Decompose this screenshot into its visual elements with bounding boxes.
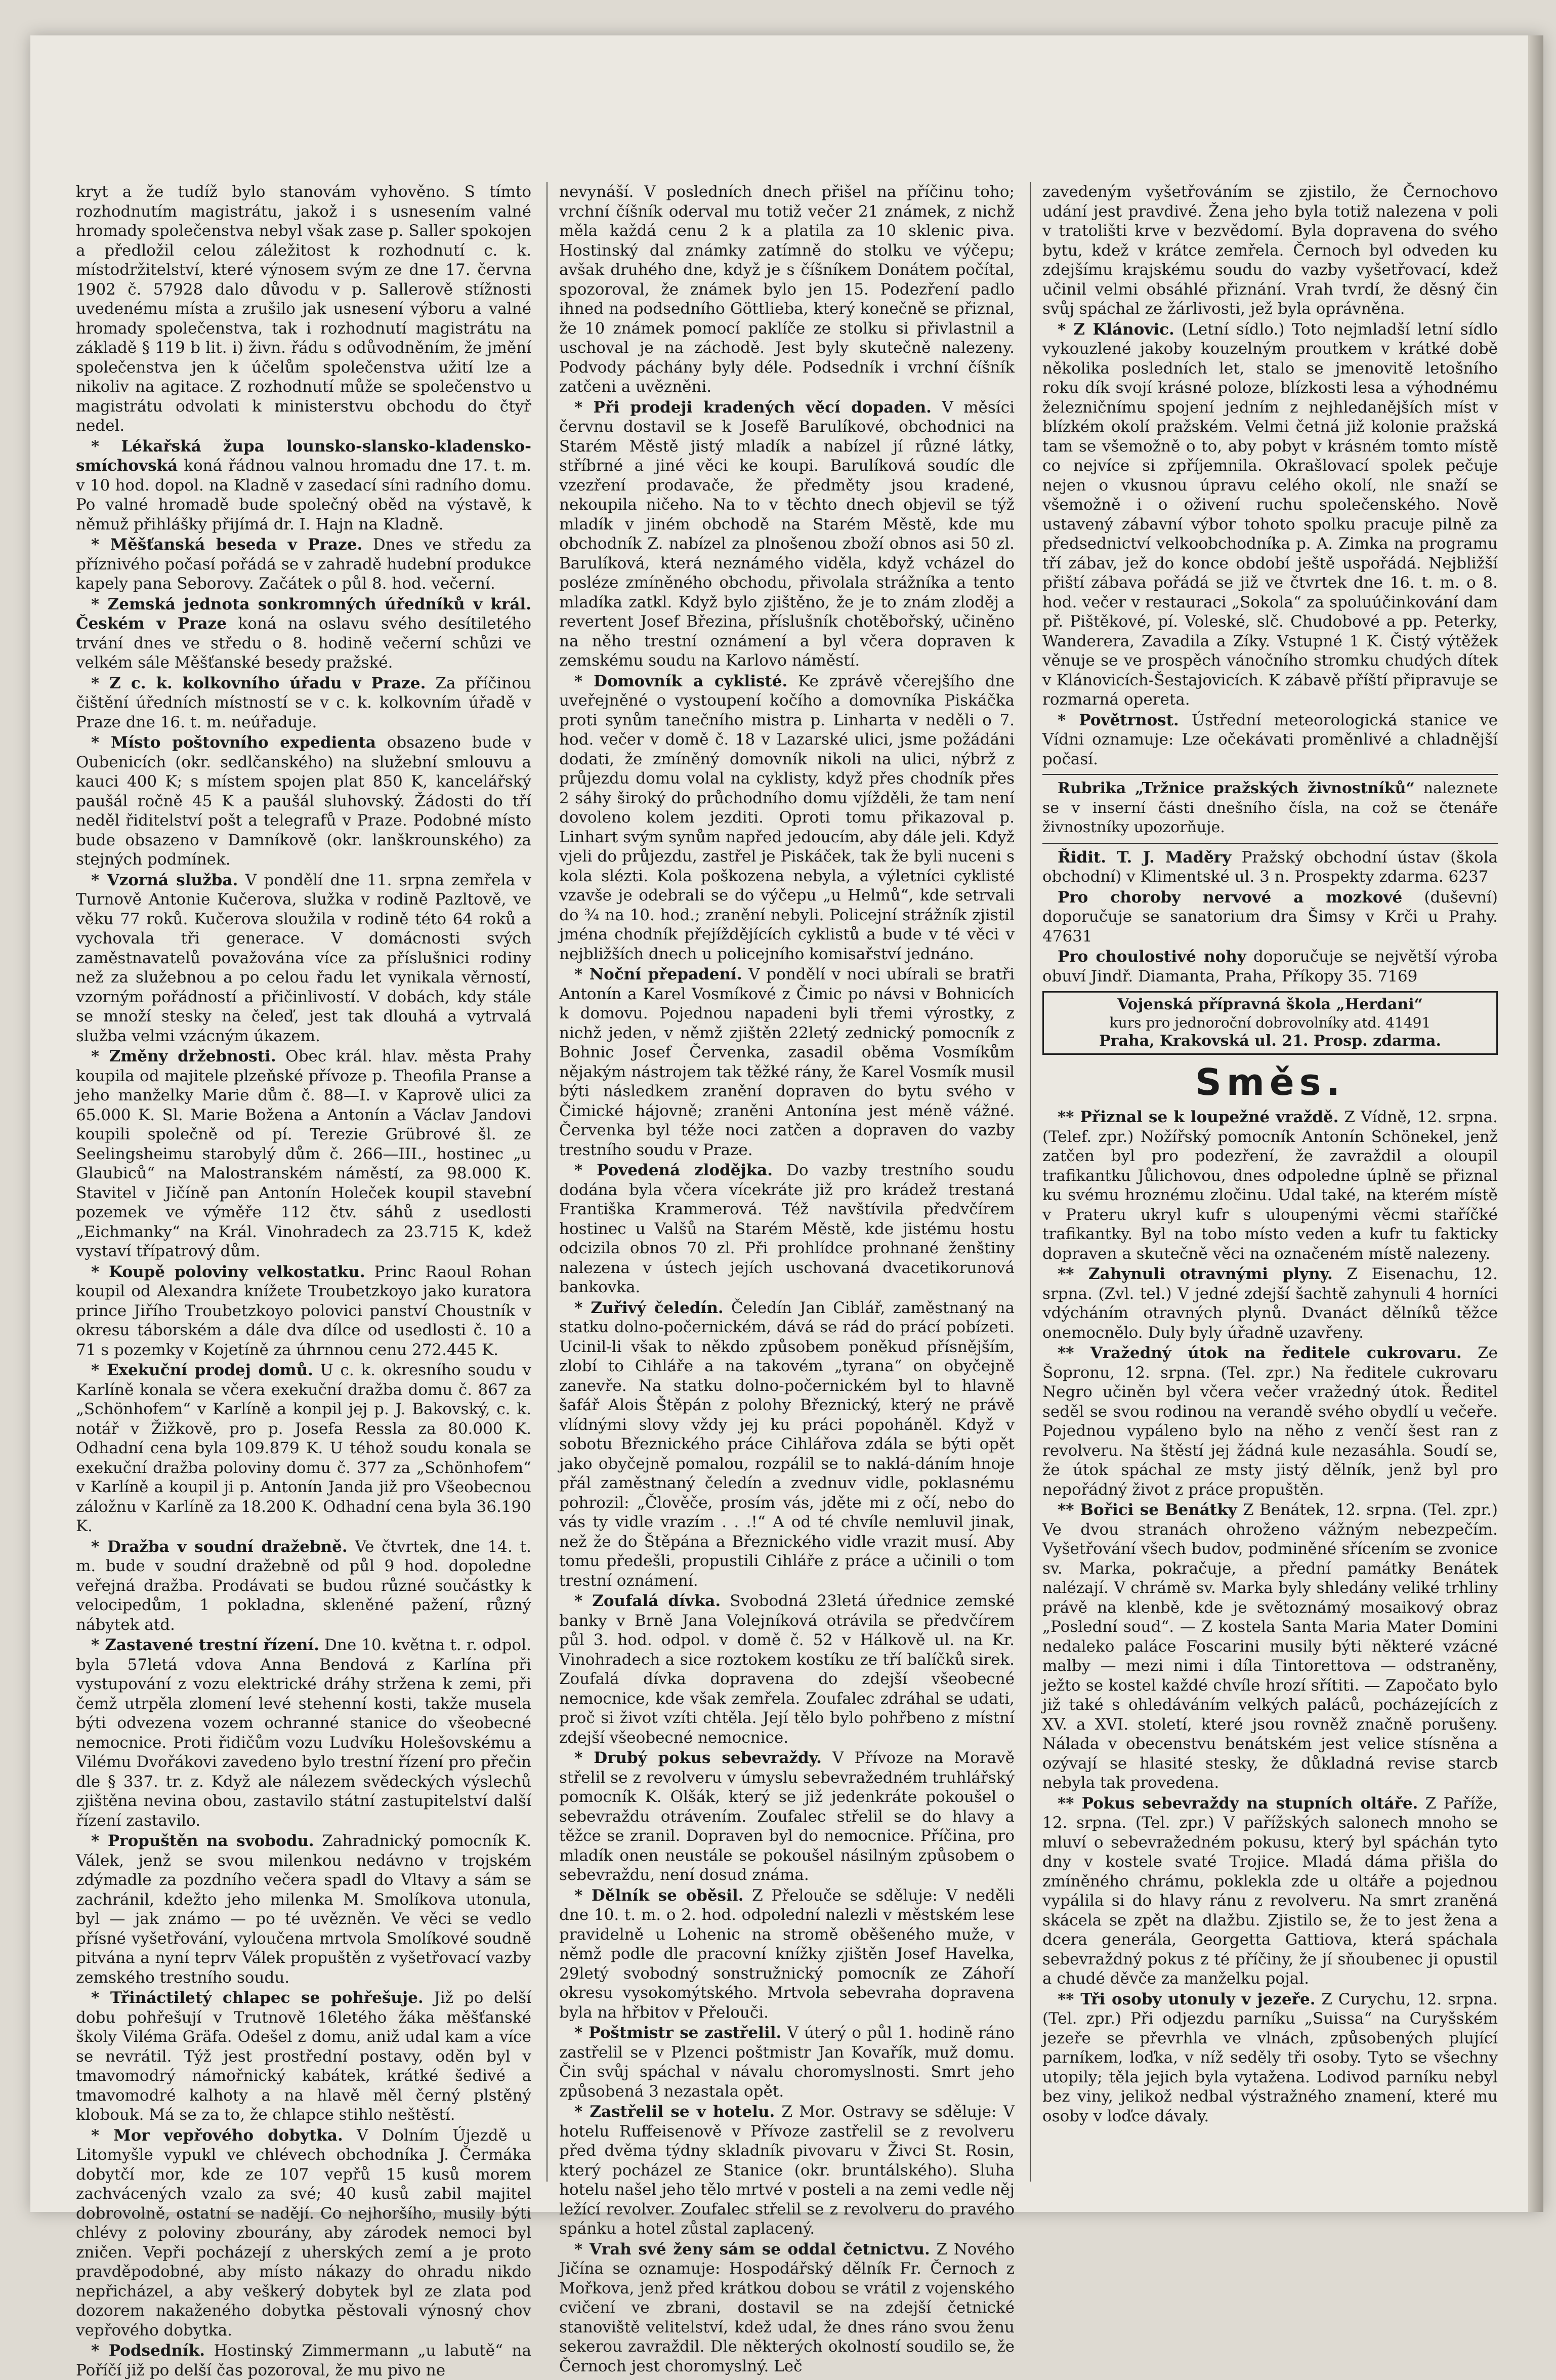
article-paragraph [1042, 182, 1498, 319]
article-text: Dnes ve středu za příznivého počasí pořádá se v zahradě hudební produkce kapely pana Seborovy. Začátek o půl 8. hod. večerní. [76, 536, 531, 593]
article-heading: * Lékařská župa lounsko-slansko-kladensko-smíchovská [76, 437, 531, 475]
article-text: U c. k. okresního soudu v Karlíně konala se včera exekuční dražba domu č. 867 za „Schönhofem“ v Karlíně a konpil jej p. J. Bakovský, c. k. notář v Žižkově, pro p. Josefa Ressla za 80.000 K. Odhadní cena byla 109.879 K. U téhož soudu konala se exekuční dražba poloviny domu č. 377 za „Schönhofem“ v Karlíně a koupil ji p. Antonín Janda již pro Všeobecnou záložnu v Karlíně za 18.200 K. Odhadní cena byla 36.190 K. [76, 1361, 532, 1535]
article-text: Svobodná 23letá úřednice zemské banky v Brně Jana Volejníková otrávila se předvčírem půl 3. hod. odpol. v domě č. 52 v Hálkově ul. na Kr. Vinohradech a sice roztokem kostíku ze tří balíčků sirek. Zoufalá dívka dopravena do zdejší všeobecné nemocnice, kde však zemřela. Zoufalec zdráhal se udati, proč si život vzíti chtěla. Její tělo bylo pohřbeno z místní zdejší všeobecné nemocnice. [559, 1592, 1015, 1747]
article-paragraph [1042, 1343, 1498, 1499]
article-paragraph [1042, 320, 1498, 710]
article-heading: * Z c. k. kolkovního úřadu v Praze. [91, 674, 426, 692]
article-paragraph [1042, 711, 1498, 769]
article-heading: * Dělník se oběsil. [574, 1886, 744, 1905]
article-paragraph [76, 1047, 531, 1261]
article-paragraph [76, 1831, 531, 1987]
article-paragraph [76, 674, 531, 732]
article-text: Zahradnický pomocník K. Válek, jenž se svou milenkou nedávno v trojském zdýmadle za pozdního večera spadl do Vltavy a sám se zachránil, kdežto jeho milenka M. Smolíkova utonula, byl — jak známo — po té uvězněn. Ve věci se vedlo přísné vyšetřování, vyloučena mrtvola Smolíkové soudně pitvána a nyní teprv Válek propuštěn z vyšetřovací vazby zemského trestního soudu. [76, 1832, 531, 1987]
article-paragraph [559, 2023, 1015, 2101]
article-paragraph [76, 595, 531, 673]
article-text: koná řádnou valnou hromadu dne 17. t. m. v 10 hod. dopol. na Kladně v zasedací síni radního domu. Po valné hromadě bude společný oběd na výstavě, k němuž přihlášky přijímá dr. I. Hajn na Kladně. [76, 457, 531, 534]
article-heading: * Dražba v soudní dražebně. [91, 1537, 348, 1556]
article-heading: ** Bořici se Benátky [1058, 1501, 1237, 1519]
article-text: V pondělí v noci ubírali se bratři Antonín a Karel Vosmíkové z Čimic po návsi v Bohnicích k domovu. Pojednou napadeni byli třemi výrostky, z nichž jeden, v němž zjištěn 22letý zednický pomocník z Bohnic Josef Červenka, zasadil oběma Vosmíkům nějakým nástrojem tak těžké rány, že Karel Vosmík musil býti následkem zranění dopraven do bytu svého v Čimické hájovně; zraněni Antonína jest méně vážné. Červenka byl téže noci zatčen a dopraven do vazby trestního soudu v Praze. [559, 965, 1015, 1159]
article-text: Ze Šopronu, 12. srpna. (Tel. zpr.) Na ředitele cukrovaru Negro učiněn byl včera večer vražedný útok. Ředitel seděl se svou rodinou na verandě svého obydlí u večeře. Pojednou vypáleno bylo na něho z venčí šest ran z revolveru. Na štěstí jej žádná kule nezasáhla. Soudí se, že útok spáchal ze msty jistý dělník, jenž byl pro nepořádný život z práce propuštěn. [1042, 1344, 1498, 1499]
article-paragraph [76, 1262, 531, 1360]
article-text: obsazeno bude v Oubenicích (okr. sedlčanského) na služební smlouvu a kauci 400 K; s místem spojen plat 850 K, kancelářský paušál ročně 45 K a paušál sluhovský. Žádosti do tří neděl řiditelství pošt a telegrafů v Praze. Podobné místo bude obsazeno v Damníkově (okr. lanškrounského) za stejných podmínek. [76, 733, 532, 869]
article-paragraph [559, 1298, 1015, 1591]
school-ad-box [1042, 991, 1498, 1055]
article-text: (duševní) doporučuje se sanatorium dra Šimsy v Krči u Prahy. 47631 [1042, 888, 1498, 946]
article-text: Pražský obchodní ústav (škola obchodní) v Klimentské ul. 3 n. Prospekty zdarma. 6237 [1042, 848, 1498, 886]
article-heading: * Zuřivý čeledín. [574, 1298, 724, 1317]
article-paragraph [76, 871, 531, 1046]
article-paragraph [559, 1748, 1015, 1885]
advertisements [1042, 848, 1498, 987]
article-text: Dne 10. května t. r. odpol. byla 57letá vdova Anna Bendová z Karlína při vystupování z vozu elektrické dráhy stržena k zemi, při čemž utrpěla zlomení levé stehenní kosti, takže musela býti odvezena vozem ochranné stanice do všeobecné nemocnice. Proti řidičům vozu Ludvíku Holešovskému a Vilému Dvořákovi zavedeno bylo trestní řízení pro přečin dle § 337. tr. z. Když ale nálezem svědeckých výslechů zjištěna nevina obou, zastavilo státní zastupitelství další řízení zastavilo. [76, 1636, 531, 1830]
article-text: V Dolním Újezdě u Litomyšle vypukl ve chlévech obchodníka J. Čermáka dobytčí mor, kde ze 107 vepřů 15 kusů morem zachvácených vzalo za své; 40 kusů zabil majitel dobrovolně, ostatní se nadějí. Co nejhoršího, musily býti chlévy z poloviny zbourány, aby zárodek nemoci byl zničen. Vepři pocházejí z uherských zemí a je proto pravděpodobné, aby místo nákazy do ohradu nikdo nepřicházel, a aby veškerý dobytek byl ze zlata pod dozorem nakaženého dobytka pěstovali výnosný chov vepřového dobytka. [76, 2126, 531, 2340]
article-text: Z Přelouče se sděluje: V neděli dne 10. t. m. o 2. hod. odpolední nalezli v městském lese pravidelně u Lohenic na stromě oběšeného muže, v němž podle dle pracovní knížky zjištěn Josef Havelka, 29letý svobodný sonstružnický pomocník ze Záhoří okresu vysokomýtského. Mrtvola sebevraha dopravena byla na hřbitov v Přelouči. [559, 1886, 1015, 2022]
article-heading: * Zastřelil se v hotelu. [574, 2103, 775, 2121]
column-1 [76, 182, 532, 2379]
article-paragraph [559, 1591, 1015, 1747]
article-paragraph [1042, 888, 1498, 947]
article-paragraph [1042, 1264, 1498, 1342]
article-text: kryt a že tudíž bylo stanovám vyhověno. S tímto rozhodnutím magistrátu, jakož i s usnesením valné hromady společenstva nebyl však zase p. Saller spokojen a předložil celou záležitost k rozhodnutí c. k. místodržitelství, které výnosem svým ze dne 17. června 1902 č. 57928 dalo důvodu v p. Sallerově stížnosti uvedenému místa a zrušilo jak usnesení výboru a valné hromady společenstva, tak i rozhodnutí magistrátu na základě § 119 b lit. i) živn. řádu s odůvodněním, že jmění společenstva jen k účelům společenstva užití lze a nikoliv na agitace. Z rozhodnutí může se společenstvo u magistrátu odvolati k ministerstvu obchodu do čtyř nedel. [76, 183, 531, 435]
column-2 [559, 182, 1015, 2375]
article-text: Z Benátek, 12. srpna. (Tel. zpr.) Ve dvou stranách ohroženo vážným nebezpečím. Vyšetřování všech budov, podminěné sřícením se zvonice sv. Marka, pokračuje, a přední památky Benátek nalézají. V chrámě sv. Marka byly shledány veliké trhliny právě na klenbě, kde je světoznámý mosaikový obraz „Poslední soud“. — Z kostela Santa Maria Mater Domini nedaleko paláce Foscarini musily býti některé vzácné malby — mezi nimi i díla Tintorettova — odstraněny, ježto se kostel každé chvíle hrozí sřítiti. — Započato bylo již také s ohledáváním velkých paláců, pocházejících z XV. a XVI. století, které jsou rovněž značně porušeny. Nálada v obecenstvu benátském jest velice stísněna a ozývají se hlasité stesky, že důkladná revise starcb nebyla tak provedena. [1042, 1501, 1498, 1792]
article-paragraph [559, 2102, 1015, 2239]
article-text: Do vazby trestního soudu dodána byla včera vícekráte již pro krádež trestaná Františka Krammerová. Též navštívila předvčírem hostinec u Valšů na Starém Městě, kde jistému hostu odcizila obnos 70 zl. Při prohlídce prohnané ženštiny nalezena v ústech jejích uschovaná dvacetikorunová bankovka. [559, 1161, 1015, 1296]
article-paragraph [559, 672, 1015, 964]
column-3 [1042, 182, 1498, 2182]
article-paragraph [76, 2126, 531, 2341]
article-heading: ** Zahynuli otravnými plyny. [1058, 1265, 1333, 1283]
article-heading: * Mor vepřového dobytka. [91, 2126, 343, 2145]
article-text: Ke zprávě včerejšího dne uveřejněné o vystoupení kočího a domovníka Piskáčka proti synům tanečního mistra p. Linharta v neděli o 7. hod. večer v domě č. 18 v Lazarské ulici, jsme požádáni dodati, že zmíněný domovník nikoli na ulici, nýbrž z průjezdu domu volal na cyklisty, když přes chodník přes 2 sáhy široký do průchodního domu vjížděli, že tam není dovoleno kolem jezditi. Oproti tomu přikazoval p. Linhart svým synům napřed jedoucím, aby dále jeli. Když vjeli do průjezdu, zastřel je Piskáček, tak že byli nuceni s kola slézti. Kola poškozena nebyla, a výletníci cyklisté vzavše je odebrali se do výčepu „u Helmů“, kde setrvali do ¾ na 10. hod.; zranění nebyli. Policejní strážník zjistil jména chodník přejíždějících cyklistů a bude v té věci v nejbližších dnech u policejního komisařství jednáno. [559, 672, 1015, 963]
article-heading: ** Tři osoby utonuly v jezeře. [1058, 1990, 1316, 2008]
article-paragraph [559, 1886, 1015, 2023]
article-text: nevynáší. V posledních dnech přišel na příčinu toho; vrchní číšník oderval mu totiž večer 21 známek, z nichž měla každá cenu 2 k a platila za 10 sklenic piva. Hostinský dal známky zatímně do stolku ve výčepu; avšak druhého dne, když je s číšníkem Donátem počítal, spozoroval, že známek bylo jen 15. Podezření padlo ihned na podsedního Göttlieba, který konečně se přiznal, že 10 známek pomocí paklíče ze stolku si přivlastnil a uschoval je na záchodě. Jest byly skutečně nalezeny. Podvody páchány byly déle. Podsedník i vrchní číšník zatčeni a uvězněni. [559, 183, 1015, 396]
ad-line-1: Vojenská přípravná škola „Herdani“ [1117, 996, 1423, 1013]
ad-line-3: Praha, Krakovská ul. 21. Prosp. zdarma. [1099, 1032, 1441, 1050]
article-text: Za příčinou čištění úředních místností se v c. k. kolkovním úřadě v Praze dne 16. t. m. neúřaduje. [76, 674, 531, 731]
article-heading: ** Přiznal se k loupežné vraždě. [1058, 1108, 1339, 1126]
article-heading: * Místo poštovního expedienta [91, 733, 376, 752]
article-heading: * Exekuční prodej domů. [91, 1361, 313, 1379]
article-text: Z Nového Jičína se oznamuje: Hospodářský dělník Fr. Černoch z Mořkova, jenž před krátkou dobou se vrátil z vojenského cvičení ve zbrani, dostavil se na zdejší četnické stanoviště velitelství, kdež udal, že dnes ráno svou ženu sekerou zavraždil. Dle některých okolností soudilo se, že Černoch jest choromyslný. Leč [559, 2240, 1015, 2375]
article-heading: ** Pokus sebevraždy na stupních oltáře. [1058, 1794, 1418, 1813]
article-text: Hostinský Zimmermann „u labutě“ na Poříčí již po delší čas pozoroval, že mu pivo ne [76, 2342, 532, 2379]
article-paragraph [1042, 947, 1498, 986]
column-3-miscellany [1042, 1107, 1498, 2126]
article-text: Již po delší dobu pohřešují v Trutnově 16letého žáka měšťanské školy Viléma Gräfa. Odešel z domu, aniž udal kam a více se nevrátil. Týž jest prostřední postavy, oděn byl v tmavomodrý námořnický kabátek, krátké šedivé a tmavomodré kalhoty a na hlavě měl černý plstěný klobouk. Má se za to, že chlapce stihlo neštěstí. [76, 1989, 531, 2124]
article-paragraph [559, 182, 1015, 397]
ad-line-2: kurs pro jednoroční dobrovolníky atd. 41491 [1109, 1014, 1431, 1031]
article-text: Z Paříže, 12. srpna. (Tel. zpr.) V pařížských salonech mnoho se mluví o sebevražedném pokusu, který byl spáchán tyto dny v kostele svaté Trojice. Mladá dáma přišla do zmíněného chrámu, poklekla zde u oltáře a pojednou vypálila si do hlavy ránu z revolveru. Na smrt zraněná skácela se zpět na dlažbu. Zjistilo se, že to jest žena a dcera generála, Georgetta Gattiova, která spáchala sebevraždný pokus z té příčiny, že jí sňoubenec ji opustil a chudé děvče za manželku pojal. [1042, 1794, 1498, 1988]
article-heading: * Drubý pokus sebevraždy. [574, 1749, 822, 1767]
article-heading: * Vzorná služba. [91, 871, 238, 889]
article-heading: * Koupě poloviny velkostatku. [91, 1262, 365, 1281]
article-text: V Přívoze na Moravě střelil se z revolveru v úmyslu sebevražedném truhlářský pomocník K. Olšák, který se již jedenkráte pokoušel o sebevraždu otrávením. Zoufalec střelil se do hlavy a těžce se zranil. Dopraven byl do nemocnice. Příčina, pro mladík onen neustále se pokoušel násilným způsobem o sebevraždu, není dosud známa. [559, 1749, 1015, 1884]
divider [1042, 843, 1498, 844]
article-heading: ** Vražedný útok na ředitele cukrovaru. [1058, 1344, 1462, 1362]
article-paragraph [76, 1361, 531, 1536]
article-paragraph [76, 535, 531, 594]
article-heading: * Z Klánovic. [1058, 320, 1174, 339]
section-title-smes: Směs. [1195, 1061, 1345, 1103]
article-text: zavedeným vyšetřováním se zjistilo, že Černochovo udání jest pravdivé. Žena jeho byla totiž nalezena v poli v tratolišti krve v bezvědomí. Byla dopravena do svého bytu, kdež v krátce zemřela. Černoch byl odveden ku zdejšímu krajskému soudu do vazby vyšetřovací, kdež učinil velmi obsáhlé přiznání. Vrah tvrdí, že děsný čin svůj spáchal ze žárlivosti, jež byla oprávněna. [1042, 183, 1498, 318]
article-text: Z Mor. Ostravy se sděluje: V hotelu Ruffeisenově v Přívoze zastřelil se z revolveru před dvěma týdny skladník pivovaru v Živci St. Rosin, který pocházel ze Stanice (okr. bruntálského). Sluha hotelu našel jeho tělo mrtvé v posteli a na zemi vedle něj ležící revolver. Zoufalec střelil se z revolveru do pravého spánku a hotel zůstal zaplacený. [559, 2103, 1015, 2238]
article-heading: * Poštmistr se zastřelil. [574, 2024, 782, 2042]
article-paragraph [1042, 1990, 1498, 2126]
article-paragraph [76, 182, 531, 436]
newspaper-page [30, 35, 1543, 2379]
article-paragraph [76, 437, 531, 535]
article-text: V pondělí dne 11. srpna zemřela v Turnově Antonie Kučerova, služka v rodině Pazltově, ve věku 77 roků. Kučerova sloužila v rodině této 64 roků a vychovala tři generace. V domácnosti svých zaměstnavatelů považována více za příslušnici rodiny než za služebnou a po celou řadu let vynikala věrností, vzorným pořádností a přičinlivostí. V dobách, kdy stále se množí stesky na čeleď, jest tak dlouhá a vytrvalá služba velmi vzácným úkazem. [76, 871, 532, 1045]
article-text: koná na oslavu svého desítiletého trvání dnes ve středu o 8. hodině večerní schůzi ve velkém sále Měšťanské besedy pražské. [76, 614, 531, 672]
article-paragraph [76, 1988, 531, 2125]
column-3-news [1042, 182, 1498, 769]
article-text: Z Vídně, 12. srpna. (Telef. zpr.) Nožířský pomocník Antonín Schönekel, jenž zatčen byl pro podezření, že zavraždil a oloupil trafikantku Jůlichovou, dnes odpoledne úplně se přiznal ku svému hroznému zločinu. Udal také, na kterém místě v Prateru ukryl kufr s uloupenými věcmi staříčké trafikantky. Byl na tobo místo veden a kufr tu fakticky dopraven a skutečně věci na označeném místě nalezeny. [1042, 1108, 1498, 1263]
article-heading: * Domovník a cyklisté. [574, 672, 788, 690]
article-paragraph [1042, 1107, 1498, 1263]
article-paragraph [76, 733, 531, 870]
column-divider [1030, 182, 1031, 2182]
article-heading: * Změny držebnosti. [91, 1047, 276, 1065]
article-paragraph [1042, 848, 1498, 887]
article-heading: * Zoufalá dívka. [574, 1592, 721, 1610]
article-heading: Pro choulostivé nohy [1058, 948, 1246, 966]
article-paragraph [76, 2341, 531, 2380]
article-paragraph [76, 1635, 531, 1830]
article-text: Z Eisenachu, 12. srpna. (Zvl. tel.) V jedné zdejší šachtě zahynuli 4 horníci vdýcháním otravných plynů. Dvanáct dělníků těžce onemocnělo. Duly byly úřadně uzavřeny. [1042, 1265, 1498, 1342]
article-text: Obec král. hlav. města Prahy koupila od majitele plzeňské přívoze p. Theofila Pranse a jeho manželky Marie dům č. 88—I. v Kaprově ulici za 65.000 K. Sl. Marie Božena a Antonín a Václav Jandovi koupili společně od pí. Terezie Grübrové šl. ze Seelingsheimu starobylý dům č. 266—III., hostinec „u Glaubiců“ na Malostranském náměstí, za 98.000 K. Stavitel v Jičíně pan Antonín Holeček koupil stavební pozemek ve výměře 112 čtv. sáhů z usedlosti „Eichmanky“ na Král. Vinohradech za 23.715 K, kdež vystaví třípatrový dům. [76, 1047, 531, 1260]
article-heading: * Povětrnost. [1058, 711, 1179, 729]
divider [1042, 774, 1498, 775]
scan-edge [1528, 35, 1543, 2212]
article-paragraph [559, 398, 1015, 671]
article-text: Ve čtvrtek, dne 14. t. m. bude v soudní dražebně od půl 9 hod. dopoledne veřejná dražba. Prodávati se budou různé součástky k velocipedům, 1 pokladna, skleněné pažení, různý nábytek atd. [76, 1537, 531, 1634]
article-heading: Řidit. T. J. Maděry [1058, 848, 1232, 867]
article-paragraph [1042, 1794, 1498, 1989]
article-text: V úterý o půl 1. hodině ráno zastřelil se v Plzenci poštmistr Jan Kovařík, muž domu. Čin svůj spáchal v návalu choromyslnosti. Smrt jeho způsobená 3 nezastala opět. [559, 2024, 1015, 2101]
article-text: doporučuje se největší výroba obuví Jindř. Diamanta, Praha, Příkopy 35. 7169 [1042, 948, 1498, 986]
article-text: Čeledín Jan Ciblář, zaměstnaný na statku dolno-počernickém, dává se rád do prácí pobízeti. Ucinil-li však to někdo způsobem poněkud přísnějším, zlobí to Cihláře a na takovém „tyrana“ on obyčejně zanevře. Na statku dolno-počernickém byl to hlavně šafář Alois Štěpán z polohy Březnický, který ne právě vlídnými slovy vždy jej ku práci popoháněl. Když v sobotu Březnického práce Cihlářova zdála se býti opět jako obyčejně pomalou, rozpálil se to naklá-dáním hnoje přál zaměstnaný čeledín a zvednuv vidle, poklasnému pohrozil: „Člověče, prosím vás, jděte mi z očí, nebo do vás ty vidle vrazím . . .!“ A od té chvíle nemluvil jinak, než že do Štěpána a Březnického vidle vrazit musí. Aby tomu předešli, propustili Cihláře z práce a učinili o tom trestní oznámení. [559, 1298, 1015, 1590]
article-heading: * Zastavené trestní řízení. [91, 1636, 319, 1654]
article-heading: * Při prodeji kradených věcí dopaden. [574, 398, 932, 417]
rubrika-notice: Rubrika „Tržnice pražských živnostníků“ naleznete se v inserní části dnešního čísla, na což se čtenáře živnostníky upozorňuje. [1042, 779, 1498, 836]
article-text: Ústřední meteorologická stanice ve Vídni oznamuje: Lze očekávati proměnlivé a chladnější počasí. [1042, 711, 1498, 768]
article-paragraph [559, 1161, 1015, 1297]
article-paragraph [559, 2240, 1015, 2376]
article-heading: * Měšťanská beseda v Praze. [91, 536, 363, 554]
article-text: V měsíci červnu dostavil se k Josefě Barulíkové, obchodnici na Starém Městě jistý mladík a nabízel jí různé látky, stříbrné a jiné věci ke koupi. Barulíková soudíc dle vzezření prodavače, že předměty jsou kradené, nekoupila ničeho. Na to v těchto dnech objevil se týž mladík v jiném obchodě na Starém Městě, kde mu obchodník Z. nabízel za plnošenou zboží obnos asi 50 zl. Barulíková, která neznámého viděla, když vcházel do posléze zmíněného obchodu, přivolala strážníka a tento mladíka zatkl. Když bylo zjištěno, že je to znám zloděj a revertent Josef Březina, příslušník chotěbořský, učiněno na něho trestní oznámení a byl včera dopraven k zemskému soudu na Karlovo náměstí. [559, 398, 1015, 670]
article-text: (Letní sídlo.) Toto nejmladší letní sídlo vykouzlené jakoby kouzelným proutkem v krátké době několika posledních let, stalo se jmenovitě letošního roku dík svojí krásné poloze, blízkosti lesa a výhodnému železničnímu spojení jedním z nejhledanějších míst v blízkém okolí pražském. Velmi četná již kolonie pražská tam se všemožně o to, aby pobyt v krásném tomto místě co nejvíce si zpříjemnila. Okrašlovací spolek pečuje nejen o vkusnou úpravu celého okolí, nle snaží se všemožně i o oživení ruchu společenského. Nově ustavený zábavní výbor tohoto spolku pracuje pilně za předsednictví velkoobchodníka p. A. Zimka na programu tří zábav, jež do konce období ještě uspořádá. Nejbližší přiští zábava pořádá se již ve čtvrtek dne 16. t. m. o 8. hod. večer v restauraci „Sokola“ za spoluúčinkování dam př. Pištěkové, pí. Voleské, slč. Chudobové a pp. Peterky, Wanderera, Zavadila a Zíky. Vstupné 1 K. Čistý výtěžek věnuje se ve prospěch vánočního stromku chudých dítek v Klánovicích-Šestajovicích. K zábavě příští připravuje se rozmarná opereta. [1042, 320, 1498, 709]
article-heading: * Zemská jednota sonkromných úředníků v král. Českém v Praze [76, 595, 531, 633]
article-heading: * Třináctiletý chlapec se pohřešuje. [91, 1989, 424, 2007]
article-paragraph [559, 965, 1015, 1160]
article-heading: * Vrah své ženy sám se oddal četnictvu. [574, 2240, 930, 2259]
article-heading: * Povedená zlodějka. [574, 1161, 773, 1179]
article-paragraph [76, 1537, 531, 1635]
article-text: Z Curychu, 12. srpna. (Tel. zpr.) Při odjezdu parníku „Suissa“ na Curyšském jezeře se převrhla ve vlnách, způsobených plující parníkem, loďka, v níž seděly tři osoby. Tyto se všechny utopily; těla jejich byla vytažena. Lodivod parníku nebyl bez viny, jelikož nedbal výstražného znamení, které mu osoby v loďce dávaly. [1042, 1990, 1498, 2125]
article-columns [76, 182, 1508, 2379]
article-heading: * Podsedník. [91, 2342, 205, 2360]
column-divider [546, 182, 548, 2182]
article-paragraph [1042, 1500, 1498, 1793]
article-heading: * Noční přepadení. [574, 965, 742, 983]
article-heading: Pro choroby nervové a mozkové [1058, 888, 1403, 907]
article-text: Princ Raoul Rohan koupil od Alexandra knížete Troubetzkoyo jako kuratora prince Jiřího Troubetzkoyo polovici panství Choustník v okresu táborském a dále dva dílce od usedlosti č. 10 a 71 s pozemky v Kojetíně za úhrnnou cenu 272.445 K. [76, 1262, 531, 1359]
article-heading: * Propuštěn na svobodu. [91, 1832, 314, 1850]
